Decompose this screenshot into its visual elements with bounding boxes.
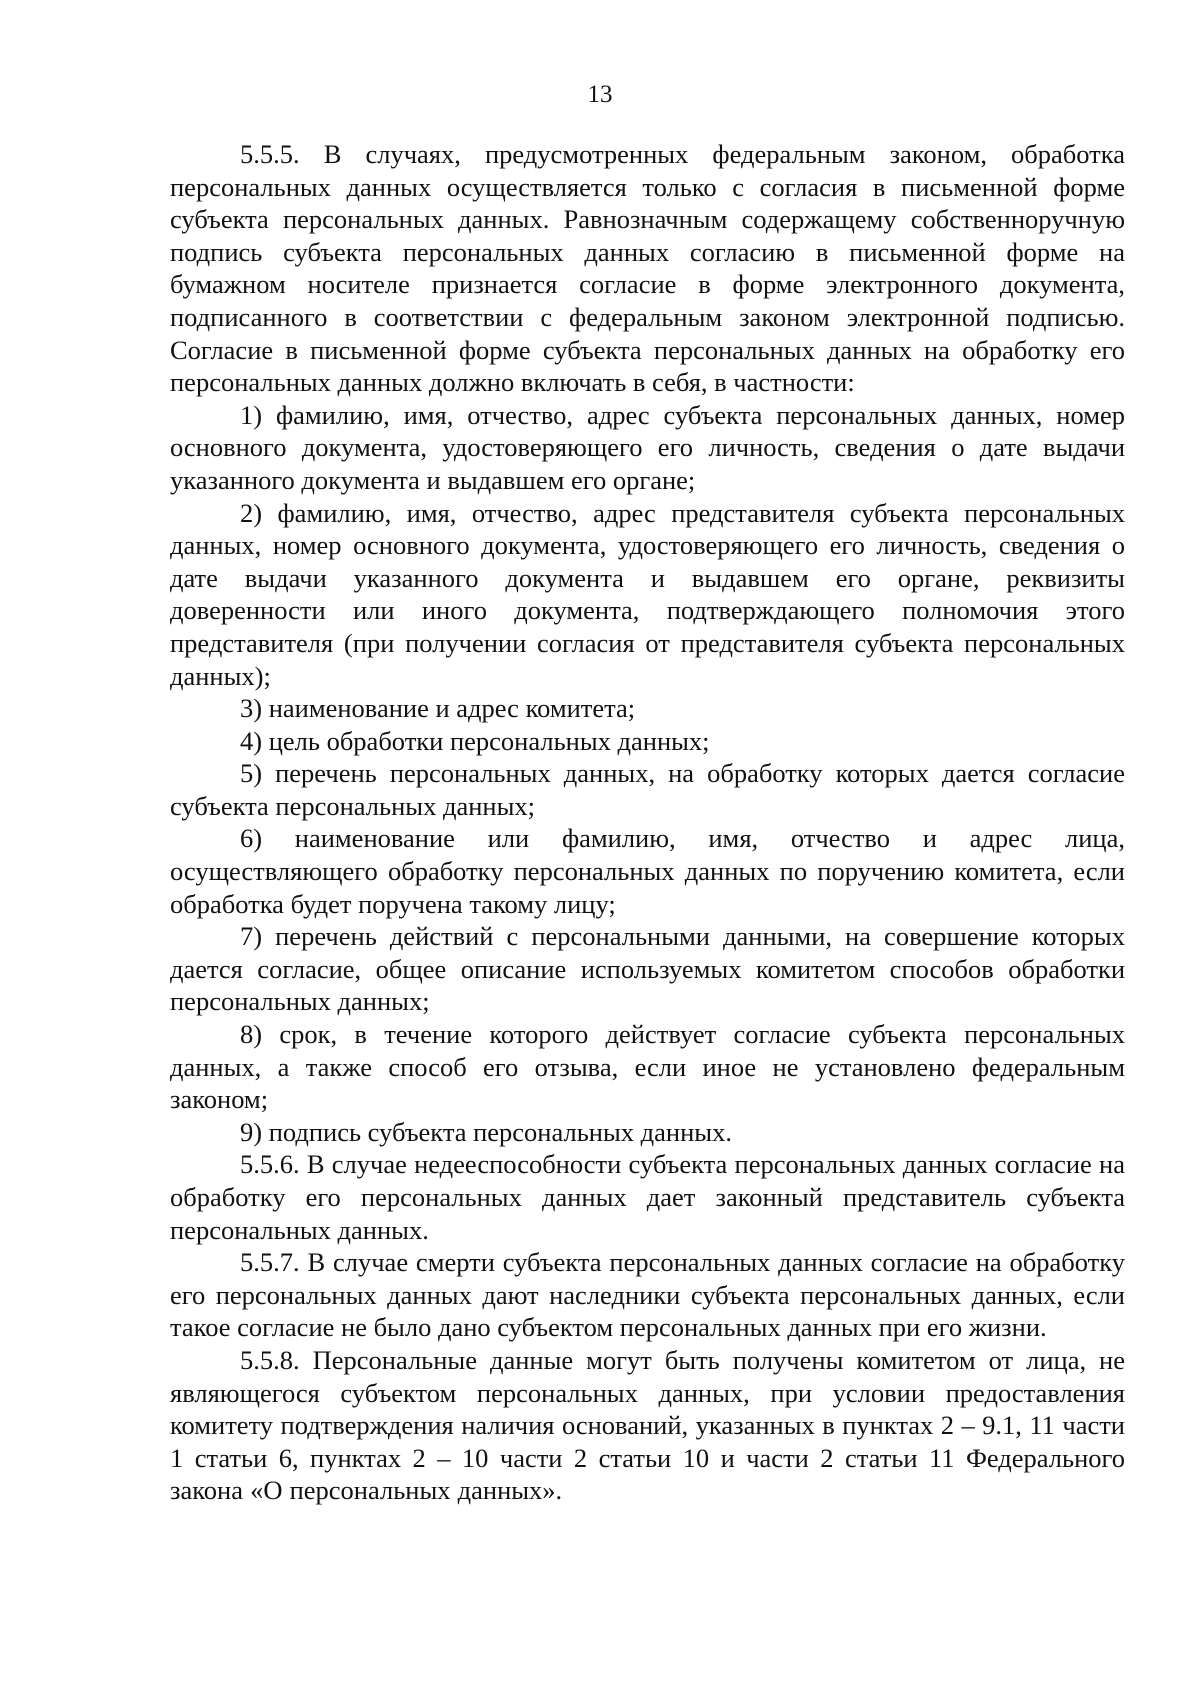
list-item-4: 4) цель обработки персональных данных; (240, 725, 710, 756)
list-item-2: 2) фамилию, имя, отчество, адрес представителя субъекта персональных данных, номер основного документа, удостоверяющего его личность, сведения о дате выдачи указанного документа и выдавшем его органе, реквизиты доверенности или иного документа, подтверждающего полномочия этого представителя (при получении согласия от представителя субъекта персональных данных); (170, 497, 1125, 691)
list-item-8: 8) срок, в течение которого действует согласие субъекта персональных данных, а также способ его отзыва, если иное не установлено федеральным законом; (170, 1019, 1125, 1115)
list-item-1: 1) фамилию, имя, отчество, адрес субъекта персональных данных, номер основного документа, удостоверяющего его личность, сведения о дате выдачи указанного документа и выдавшем его органе; (170, 399, 1125, 495)
list-item-7: 7) перечень действий с персональными данными, на совершение которых дается согласие, общее описание используемых комитетом способов обработки персональных данных; (170, 921, 1125, 1017)
paragraph-5-5-5: 5.5.5. В случаях, предусмотренных федеральным законом, обработка персональных данных осуществляется только с согласия в письменной форме субъекта персональных данных. Равнозначным содержащему собственноручную подпись субъекта персональных данных согласию в письменной форме на бумажном носителе признается согласие в форме электронного документа, подписанного в соответствии с федеральным законом электронной подписью. Согласие в письменной форме субъекта персональных данных на обработку его персональных данных должно включать в себя, в частности: (170, 139, 1125, 398)
page-number: 13 (587, 81, 613, 108)
list-item-5: 5) перечень персональных данных, на обработку которых дается согласие субъекта персональных данных; (170, 758, 1125, 821)
list-item-6: 6) наименование или фамилию, имя, отчество и адрес лица, осуществляющего обработку персональных данных по поручению комитета, если обработка будет поручена такому лицу; (170, 823, 1125, 919)
paragraph-5-5-7: 5.5.7. В случае смерти субъекта персональных данных согласие на обработку его персональных данных дают наследники субъекта персональных данных, если такое согласие не было дано субъектом персональных данных при его жизни. (170, 1247, 1125, 1343)
paragraph-5-5-8: 5.5.8. Персональные данные могут быть получены комитетом от лица, не являющегося субъектом персональных данных, при условии предоставления комитету подтверждения наличия оснований, указанных в пунктах 2 – 9.1, 11 части 1 статьи 6, пунктах 2 – 10 части 2 статьи 10 и части 2 статьи 11 Федерального закона «О персональных данных». (170, 1344, 1125, 1506)
list-item-9: 9) подпись субъекта персональных данных. (240, 1116, 732, 1147)
document-body (170, 138, 1125, 1507)
paragraph-5-5-6: 5.5.6. В случае недееспособности субъекта персональных данных согласие на обработку его персональных данных дает законный представитель субъекта персональных данных. (170, 1149, 1125, 1245)
list-item-3: 3) наименование и адрес комитета; (240, 693, 636, 724)
